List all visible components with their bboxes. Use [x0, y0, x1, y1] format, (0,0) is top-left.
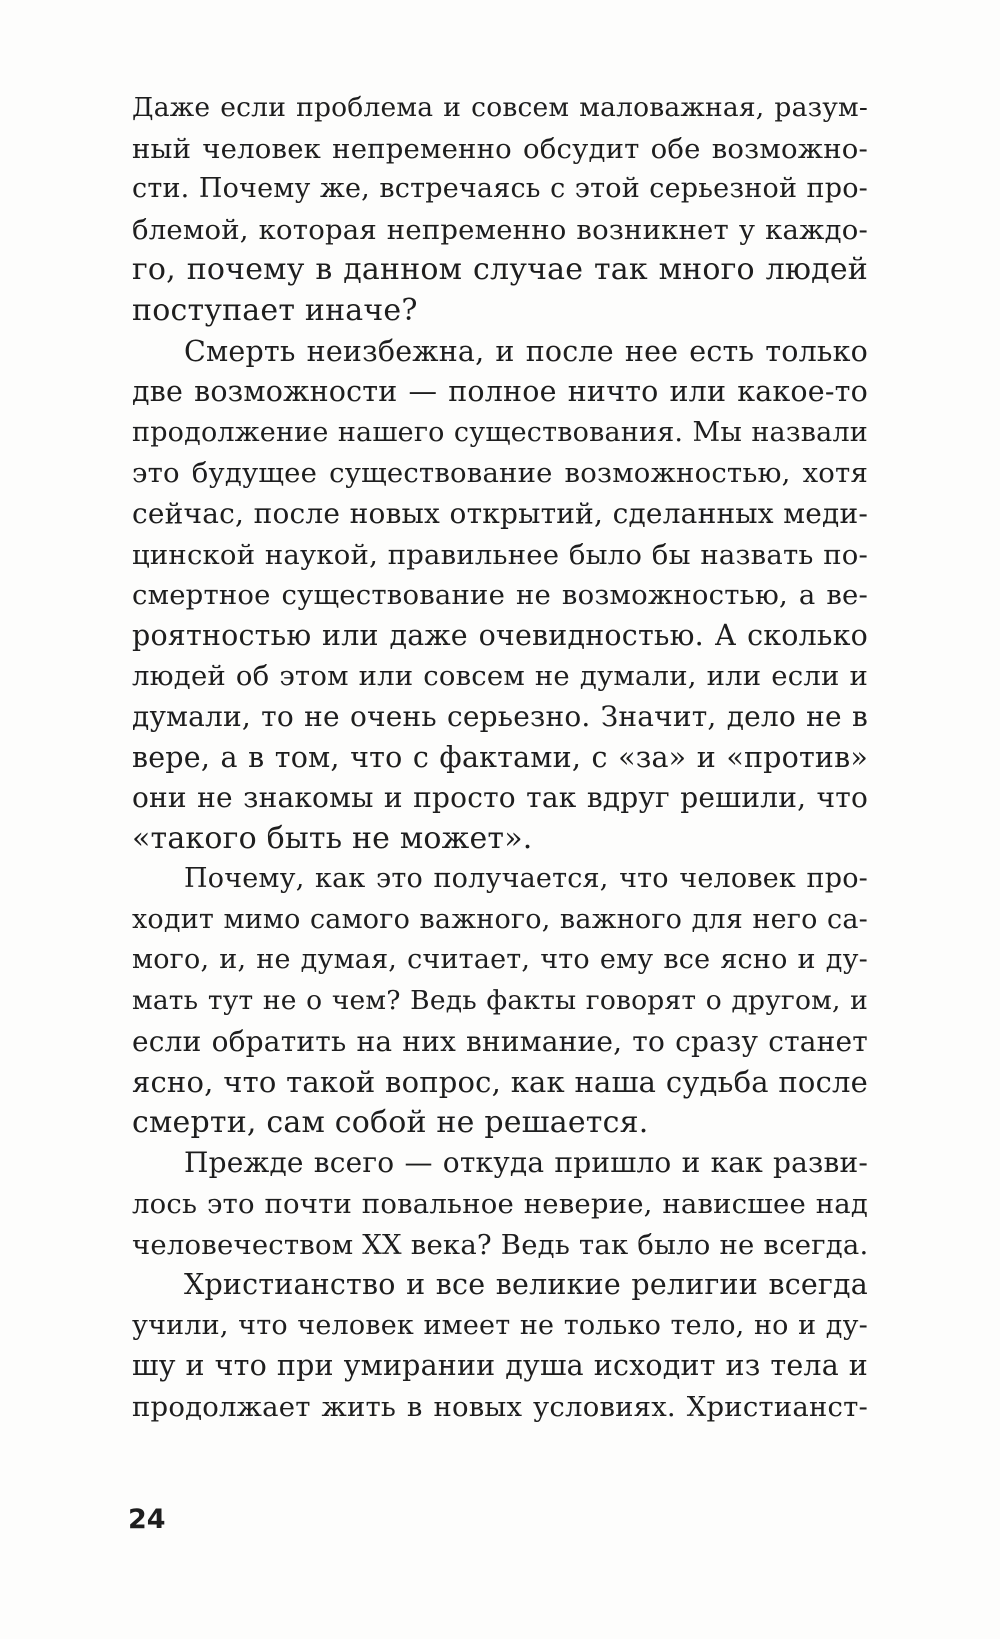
text-line: думали, то не очень серьезно. Значит, дело не в: [132, 699, 868, 733]
body-text: [132, 88, 868, 1428]
text-line: блемой, которая непременно возникнет у каждо-: [132, 213, 868, 246]
text-line: если обратить на них внимание, то сразу станет: [132, 1024, 868, 1058]
text-line: учили, что человек имеет не только тело, но и ду-: [132, 1309, 868, 1341]
paragraph-first-line: Прежде всего — откуда пришло и как разви-: [184, 1146, 868, 1180]
text-line: они не знакомы и просто так вдруг решили, что: [132, 781, 868, 815]
text-line: Даже если проблема и совсем маловажная, разум-: [132, 92, 868, 123]
text-line: шу и что при умирании душа исходит из тела и: [132, 1349, 868, 1383]
text-line: лось это почти повальное неверие, нависшее над: [132, 1188, 868, 1221]
text-line: смерти, сам собой не решается.: [132, 1104, 649, 1140]
text-line: го, почему в данном случае так много людей: [132, 252, 868, 288]
text-line: «такого быть не может».: [132, 820, 533, 856]
text-line: ный человек непременно обсудит обе возможно-: [132, 132, 868, 165]
text-line: поступает иначе?: [132, 292, 418, 328]
paragraph-first-line: Смерть неизбежна, и после нее есть только: [184, 334, 868, 368]
text-line: сейчас, после новых открытий, сделанных меди-: [132, 496, 868, 530]
text-line: цинской наукой, правильнее было бы назвать по-: [132, 538, 868, 571]
text-line: сти. Почему же, встречаясь с этой серьезной про-: [132, 173, 868, 205]
text-line: это будущее существование возможностью, хотя: [132, 457, 868, 490]
page-number: 24: [128, 1504, 166, 1535]
text-line: мого, и, не думая, считает, что ему все ясно и ду-: [132, 944, 868, 976]
text-line: смертное существование не возможностью, а ве-: [132, 579, 868, 612]
paragraph-first-line: Христианство и все великие религии всегда: [184, 1268, 868, 1302]
text-line: мать тут не о чем? Ведь факты говорят о другом, и: [132, 985, 868, 1017]
text-line: вере, а в том, что с фактами, с «за» и «против»: [132, 740, 868, 774]
text-line: людей об этом или совсем не думали, или если и: [132, 660, 868, 693]
paragraph-first-line: Почему, как это получается, что человек про-: [184, 863, 868, 895]
text-line: две возможности — полное ничто или какое-то: [132, 375, 868, 409]
text-line: продолжает жить в новых условиях. Христианст-: [132, 1391, 868, 1423]
text-line: человечеством XX века? Ведь так было не всегда.: [132, 1228, 869, 1261]
text-line: продолжение нашего существования. Мы назвали: [132, 416, 868, 448]
text-line: ходит мимо самого важного, важного для него са-: [132, 903, 868, 935]
text-line: ясно, что такой вопрос, как наша судьба после: [132, 1065, 868, 1100]
text-line: роятностью или даже очевидностью. А сколько: [132, 618, 868, 652]
